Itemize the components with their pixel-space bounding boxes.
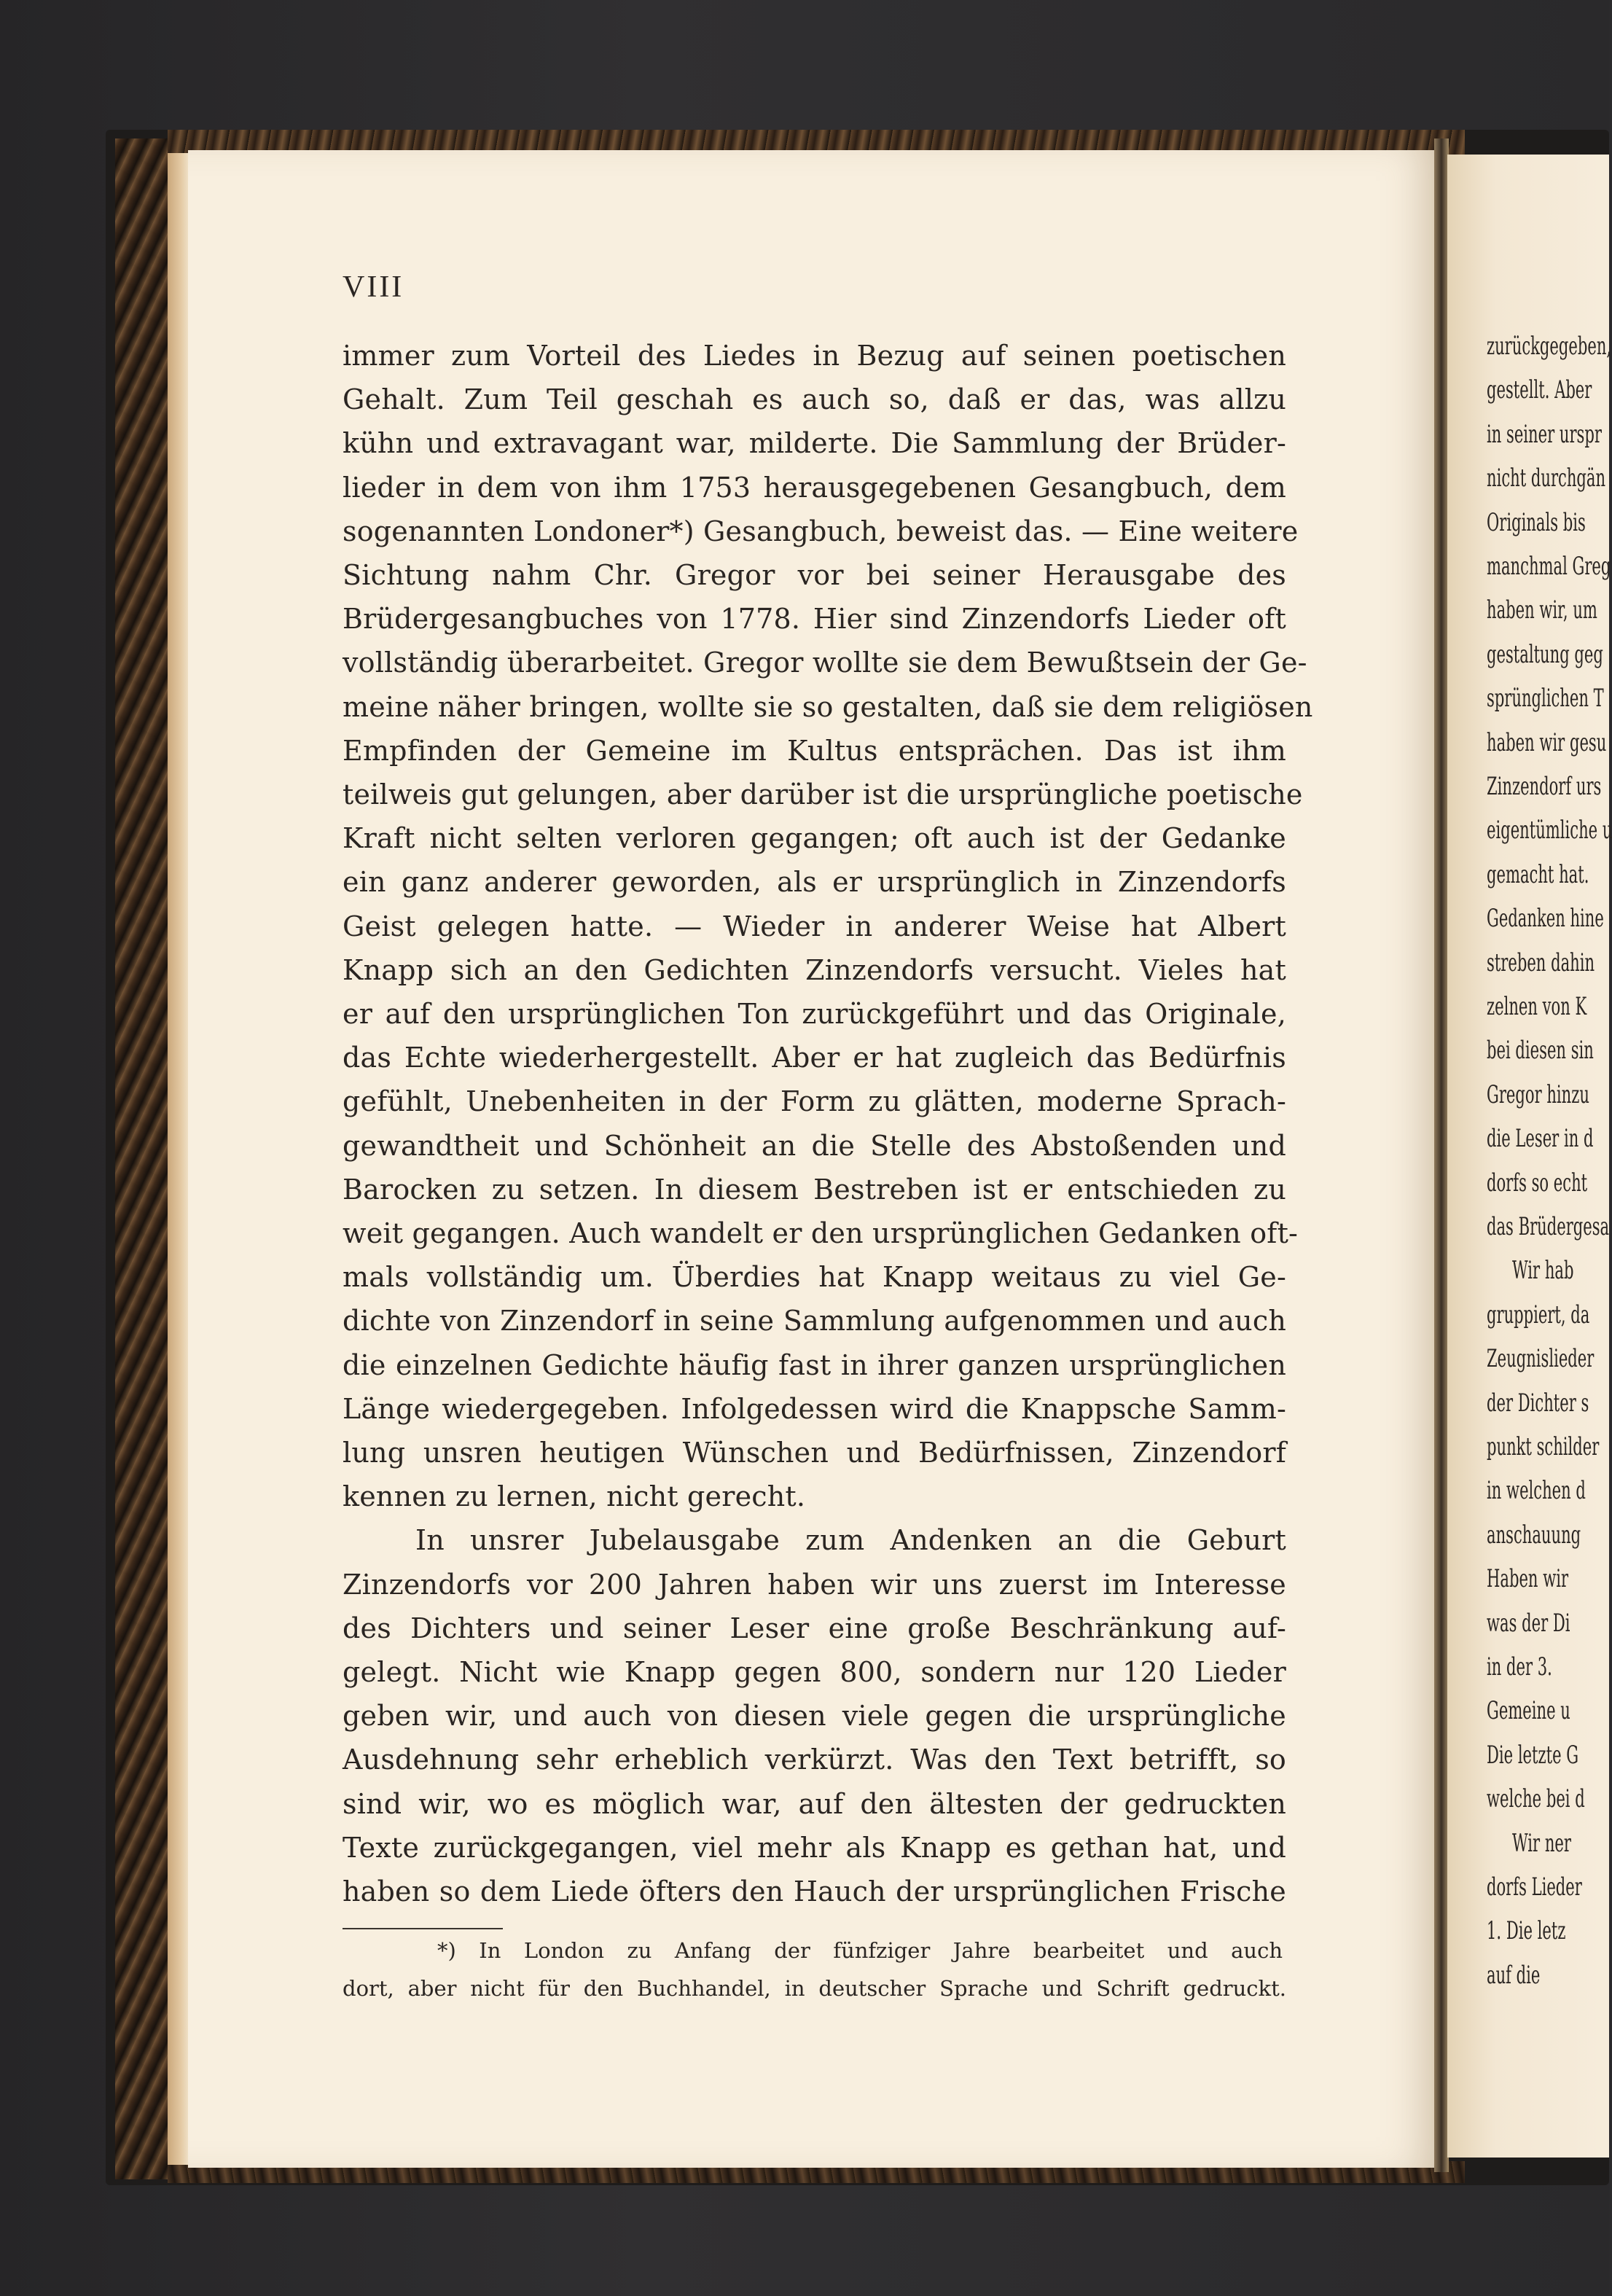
next-page-line: Wir ner — [1512, 1828, 1571, 1858]
body-line: Sichtung nahm Chr. Gregor vor bei seiner Herausgabe des — [343, 559, 1286, 591]
body-line: geben wir, und auch von diesen viele gegen die ursprüngliche — [343, 1700, 1286, 1733]
next-page-line: in seiner urspr — [1487, 419, 1602, 449]
next-page-line: nicht durchgän — [1487, 464, 1606, 493]
next-page-line: Gedanken hine — [1487, 904, 1604, 934]
body-line: mals vollständig um. Überdies hat Knapp weitaus zu viel Ge- — [343, 1261, 1286, 1294]
next-page-line: auf die — [1487, 1960, 1541, 1990]
body-line: er auf den ursprünglichen Ton zurückgeführt und das Originale, — [343, 998, 1286, 1030]
next-page-line: zelnen von K — [1487, 992, 1587, 1021]
next-page-line: dorfs Lieder — [1487, 1873, 1582, 1902]
body-line: teilweis gut gelungen, aber darüber ist die ursprüngliche poetische — [343, 778, 1303, 811]
body-line: Zinzendorfs vor 200 Jahren haben wir uns zuerst im Interesse — [343, 1568, 1286, 1601]
body-line: weit gegangen. Auch wandelt er den ursprünglichen Gedanken oft- — [343, 1217, 1299, 1249]
body-line: lung unsren heutigen Wünschen und Bedürfnissen, Zinzendorf — [343, 1437, 1286, 1469]
body-line: Kraft nicht selten verloren gegangen; oft auch ist der Gedanke — [343, 822, 1286, 855]
next-page-line: der Dichter s — [1487, 1388, 1589, 1418]
body-line: sogenannten Londoner*) Gesangbuch, beweist das. — Eine weitere — [343, 515, 1299, 547]
next-page-line: gestaltung geg — [1487, 639, 1603, 669]
next-page-line: sprünglichen T — [1487, 684, 1604, 714]
body-line: gefühlt, Unebenheiten in der Form zu glätten, moderne Sprach- — [343, 1085, 1286, 1118]
body-line: sind wir, wo es möglich war, auf den ältesten der gedruckten — [343, 1787, 1286, 1820]
next-page-line: bei diesen sin — [1487, 1036, 1594, 1066]
footnote-line: dort, aber nicht für den Buchhandel, in deutscher Sprache und Schrift gedruckt. — [343, 1976, 1286, 2001]
body-line: ein ganz anderer geworden, als er ursprünglich in Zinzendorfs — [343, 866, 1286, 899]
body-line: haben so dem Liede öfters den Hauch der ursprünglichen Frische — [343, 1875, 1286, 1908]
body-line: das Echte wiederhergestellt. Aber er hat zugleich das Bedürfnis — [343, 1042, 1286, 1074]
body-line: Texte zurückgegangen, viel mehr als Knapp es gethan hat, und — [343, 1831, 1286, 1864]
next-page-line: Gemeine u — [1487, 1696, 1570, 1726]
next-page-line: zurückgegeben, — [1487, 332, 1612, 361]
book-gutter — [1434, 138, 1449, 2172]
body-line: dichte von Zinzendorf in seine Sammlung aufgenommen und auch — [343, 1305, 1286, 1338]
body-line: Brüdergesangbuches von 1778. Hier sind Zinzendorfs Lieder oft — [343, 603, 1286, 636]
next-page-line: in der 3. — [1487, 1652, 1552, 1682]
next-page-line: Zeugnislieder — [1487, 1344, 1595, 1374]
body-line: Ausdehnung sehr erheblich verkürzt. Was den Text betrifft, so — [343, 1744, 1286, 1776]
next-page-line: anschauung — [1487, 1520, 1581, 1550]
next-page-line: dorfs so echt — [1487, 1168, 1588, 1198]
body-line: kühn und extravagant war, milderte. Die Sammlung der Brüder- — [343, 427, 1286, 460]
footnote-line: *) In London zu Anfang der fünfziger Jahre bearbeitet und auch — [437, 1938, 1283, 1963]
body-line: gewandtheit und Schönheit an die Stelle des Abstoßenden und — [343, 1129, 1286, 1162]
next-page-line: Originals bis — [1487, 507, 1586, 537]
body-line: kennen zu lernen, nicht gerecht. — [343, 1480, 806, 1513]
next-page-line: 1. Die letz — [1487, 1916, 1566, 1946]
body-line: immer zum Vorteil des Liedes in Bezug auf seinen poetischen — [343, 340, 1286, 372]
page-number: VIII — [343, 270, 404, 304]
body-line: Knapp sich an den Gedichten Zinzendorfs versucht. Vieles hat — [343, 953, 1286, 986]
body-line: Geist gelegen hatte. — Wieder in anderer Weise hat Albert — [343, 910, 1286, 942]
next-page-line: das Brüdergesa — [1487, 1212, 1610, 1241]
page-stack-edge — [168, 153, 189, 2165]
body-line: In unsrer Jubelausgabe zum Andenken an die Geburt — [415, 1524, 1286, 1557]
next-page-line: die Leser in d — [1487, 1124, 1594, 1154]
footnote-rule — [343, 1928, 503, 1929]
next-page-line: haben wir gesu — [1487, 727, 1607, 757]
next-page-line: haben wir, um — [1487, 596, 1597, 625]
next-page-line: punkt schilder — [1487, 1432, 1600, 1461]
body-line: Empfinden der Gemeine im Kultus entsprächen. Das ist ihm — [343, 734, 1286, 767]
next-page-line: welche bei d — [1487, 1784, 1585, 1814]
body-line: Barocken zu setzen. In diesem Bestreben ist er entschieden zu — [343, 1173, 1286, 1206]
next-page-line: was der Di — [1487, 1608, 1570, 1638]
body-line: vollständig überarbeitet. Gregor wollte sie dem Bewußtsein der Ge- — [343, 647, 1307, 679]
body-line: meine näher bringen, wollte sie so gestalten, daß sie dem religiösen — [343, 690, 1313, 723]
body-line: die einzelnen Gedichte häufig fast in ihrer ganzen ursprünglichen — [343, 1348, 1286, 1381]
body-line: des Dichters und seiner Leser eine große Beschränkung auf- — [343, 1612, 1286, 1644]
next-page-line: Wir hab — [1512, 1256, 1574, 1286]
next-page-line: eigentümliche u — [1487, 816, 1612, 846]
body-line: gelegt. Nicht wie Knapp gegen 800, sondern nur 120 Lieder — [343, 1656, 1286, 1688]
body-line: Gehalt. Zum Teil geschah es auch so, daß er das, was allzu — [343, 383, 1286, 416]
next-page-line: Die letzte G — [1487, 1740, 1579, 1770]
next-page-line: Zinzendorf urs — [1487, 772, 1602, 801]
body-line: Länge wiedergegeben. Infolgedessen wird die Knappsche Samm- — [343, 1392, 1286, 1425]
body-line: lieder in dem von ihm 1753 herausgegebenen Gesangbuch, dem — [343, 471, 1286, 504]
next-page-line: gruppiert, da — [1487, 1300, 1590, 1329]
next-page-line: manchmal Greg — [1487, 552, 1611, 581]
next-page-line: gestellt. Aber — [1487, 375, 1592, 405]
next-page-line: Gregor hinzu — [1487, 1079, 1589, 1109]
next-page-line: gemacht hat. — [1487, 859, 1589, 889]
next-page-line: streben dahin — [1487, 948, 1595, 977]
next-page-line: in welchen d — [1487, 1476, 1586, 1506]
next-page-line: Haben wir — [1487, 1564, 1569, 1594]
